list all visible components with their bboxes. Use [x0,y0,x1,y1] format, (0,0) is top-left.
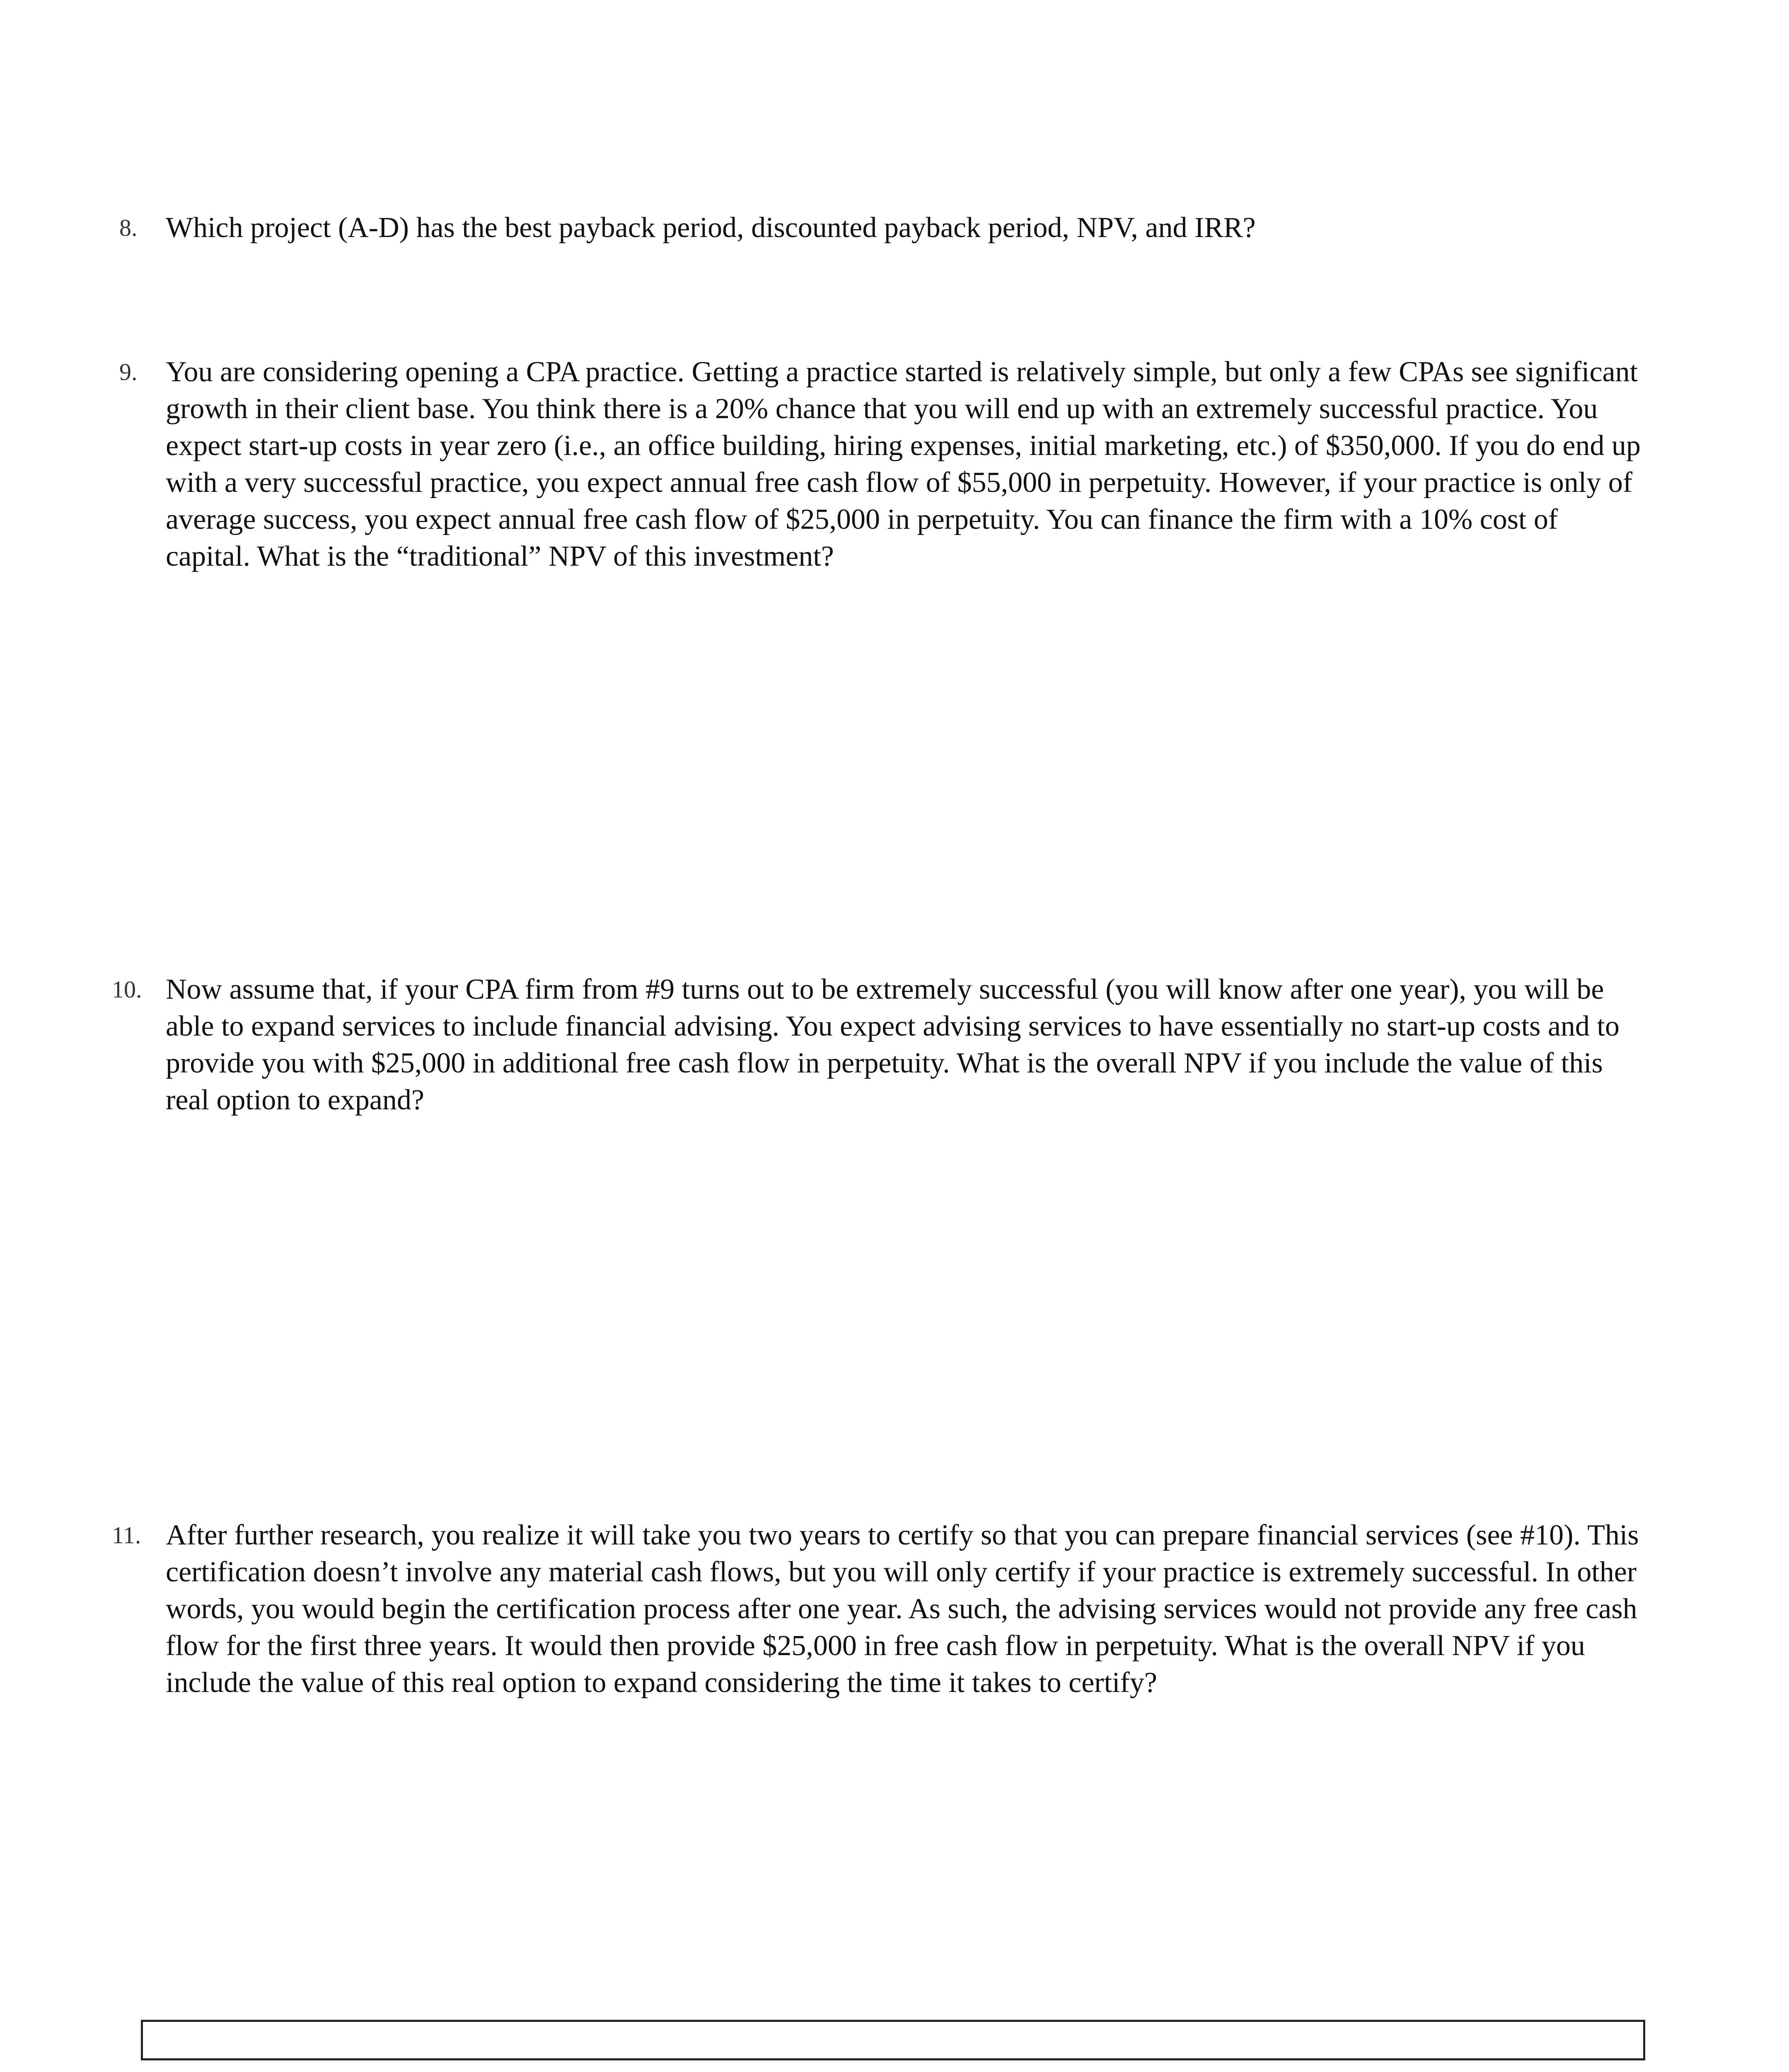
answer-box[interactable] [141,2020,1645,2060]
question-8 [119,209,1641,246]
question-number: 9. [119,358,138,385]
question-10 [112,971,1641,1118]
question-text: After further research, you realize it will take you two years to certify so that you can prepare financial services (see #10). This certification doesn’t involve any material cash flows, but you will only certify if your practice is extremely successful. In other words, you would begin the certification process after one year. As such, the advising services would not provide any free cash flow for the first three years. It would then provide $25,000 in free cash flow in perpetuity. What is the overall NPV if you include the value of this real option to expand considering the time it takes to certify? [166,1519,1639,1699]
question-number: 10. [112,976,142,1003]
question-9 [119,353,1641,575]
question-text: Which project (A-D) has the best payback period, discounted payback period, NPV, and IRR? [166,212,1256,244]
question-11 [112,1517,1641,1701]
question-number: 8. [119,214,138,241]
question-text: You are considering opening a CPA practice. Getting a practice started is relatively simple, but only a few CPAs see significant growth in their client base. You think there is a 20% chance that you will end up with an extremely successful practice. You expect start-up costs in year zero (i.e., an office building, hiring expenses, initial marketing, etc.) of $350,000. If you do end up with a very successful practice, you expect annual free cash flow of $55,000 in perpetuity. However, if your practice is only of average success, you expect annual free cash flow of $25,000 in perpetuity. You can finance the firm with a 10% cost of capital. What is the “traditional” NPV of this investment? [166,356,1641,572]
question-number: 11. [112,1522,141,1549]
question-text: Now assume that, if your CPA firm from #9 turns out to be extremely successful (you will know after one year), you will be able to expand services to include financial advising. You expect advising services to have essentially no start-up costs and to provide you with $25,000 in additional free cash flow in perpetuity. What is the overall NPV if you include the value of this real option to expand? [166,973,1620,1116]
